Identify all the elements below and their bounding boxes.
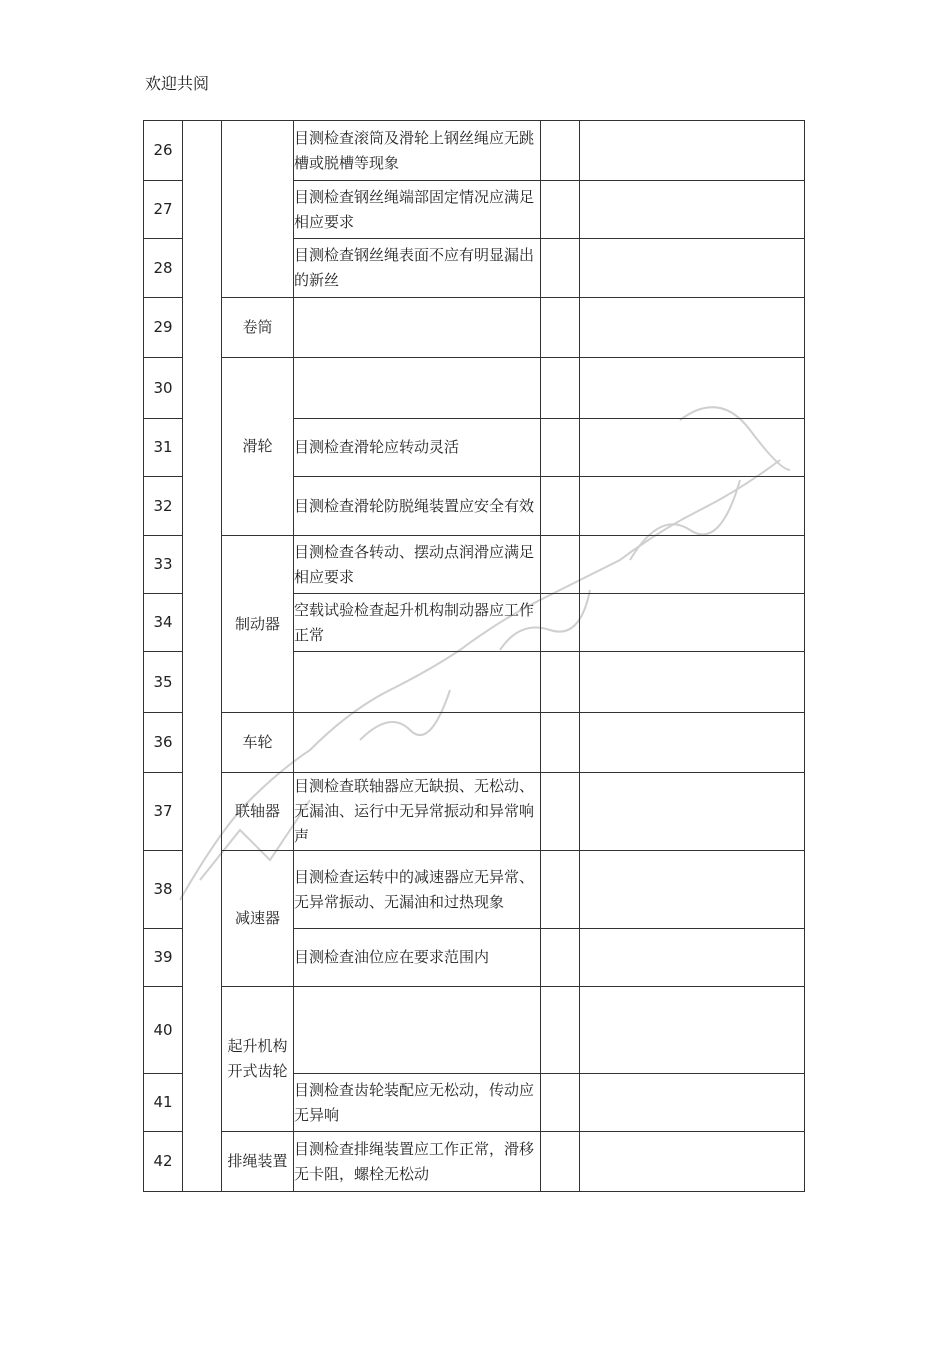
result-cell — [541, 121, 580, 181]
inspection-item — [294, 358, 541, 419]
result-cell — [541, 652, 580, 713]
result-cell — [541, 713, 580, 773]
inspection-item: 目测检查排绳装置应工作正常，滑移无卡阻，螺栓无松动 — [294, 1132, 541, 1192]
result-cell — [541, 987, 580, 1074]
inspection-item — [294, 987, 541, 1074]
remark-cell — [580, 929, 805, 987]
row-number: 38 — [144, 851, 183, 929]
result-cell — [541, 536, 580, 594]
remark-cell — [580, 419, 805, 477]
remark-cell — [580, 1132, 805, 1192]
inspection-item: 目测检查滚筒及滑轮上钢丝绳应无跳槽或脱槽等现象 — [294, 121, 541, 181]
result-cell — [541, 239, 580, 298]
inspection-item: 空载试验检查起升机构制动器应工作正常 — [294, 594, 541, 652]
remark-cell — [580, 773, 805, 851]
remark-cell — [580, 477, 805, 536]
result-cell — [541, 419, 580, 477]
remark-cell — [580, 987, 805, 1074]
row-number: 29 — [144, 298, 183, 358]
part-cell-wire-rope — [222, 121, 294, 298]
row-number: 37 — [144, 773, 183, 851]
part-cell-open-gear: 起升机构开式齿轮 — [222, 987, 294, 1132]
remark-cell — [580, 713, 805, 773]
category-cell — [183, 121, 222, 1192]
result-cell — [541, 851, 580, 929]
inspection-item: 目测检查齿轮装配应无松动，传动应无异响 — [294, 1074, 541, 1132]
part-cell-rope-guide: 排绳装置 — [222, 1132, 294, 1192]
row-number: 42 — [144, 1132, 183, 1192]
inspection-item — [294, 298, 541, 358]
result-cell — [541, 181, 580, 239]
inspection-item — [294, 713, 541, 773]
remark-cell — [580, 536, 805, 594]
result-cell — [541, 929, 580, 987]
inspection-item: 目测检查运转中的减速器应无异常、无异常振动、无漏油和过热现象 — [294, 851, 541, 929]
inspection-item: 目测检查各转动、摆动点润滑应满足相应要求 — [294, 536, 541, 594]
row-number: 39 — [144, 929, 183, 987]
part-cell-reducer: 减速器 — [222, 851, 294, 987]
remark-cell — [580, 652, 805, 713]
part-cell-coupling: 联轴器 — [222, 773, 294, 851]
inspection-item: 目测检查油位应在要求范围内 — [294, 929, 541, 987]
remark-cell — [580, 851, 805, 929]
table-row — [144, 713, 805, 773]
table-row — [144, 773, 805, 851]
remark-cell — [580, 298, 805, 358]
row-number: 26 — [144, 121, 183, 181]
row-number: 35 — [144, 652, 183, 713]
table-row — [144, 536, 805, 594]
row-number: 33 — [144, 536, 183, 594]
result-cell — [541, 594, 580, 652]
result-cell — [541, 477, 580, 536]
inspection-item — [294, 652, 541, 713]
remark-cell — [580, 1074, 805, 1132]
inspection-item: 目测检查钢丝绳表面不应有明显漏出的新丝 — [294, 239, 541, 298]
page-header: 欢迎共阅 — [145, 74, 210, 93]
row-number: 40 — [144, 987, 183, 1074]
row-number: 27 — [144, 181, 183, 239]
result-cell — [541, 773, 580, 851]
remark-cell — [580, 239, 805, 298]
inspection-item: 目测检查钢丝绳端部固定情况应满足相应要求 — [294, 181, 541, 239]
result-cell — [541, 1132, 580, 1192]
part-cell-brake: 制动器 — [222, 536, 294, 713]
row-number: 32 — [144, 477, 183, 536]
remark-cell — [580, 358, 805, 419]
inspection-table — [143, 120, 805, 1192]
part-cell-wheel: 车轮 — [222, 713, 294, 773]
table-row — [144, 121, 805, 181]
table-row — [144, 1132, 805, 1192]
table-row — [144, 298, 805, 358]
result-cell — [541, 298, 580, 358]
row-number: 31 — [144, 419, 183, 477]
remark-cell — [580, 594, 805, 652]
inspection-item: 目测检查滑轮防脱绳装置应安全有效 — [294, 477, 541, 536]
row-number: 34 — [144, 594, 183, 652]
inspection-item: 目测检查联轴器应无缺损、无松动、无漏油、运行中无异常振动和异常响声 — [294, 773, 541, 851]
row-number: 28 — [144, 239, 183, 298]
result-cell — [541, 358, 580, 419]
row-number: 41 — [144, 1074, 183, 1132]
table-row — [144, 987, 805, 1074]
result-cell — [541, 1074, 580, 1132]
row-number: 30 — [144, 358, 183, 419]
remark-cell — [580, 121, 805, 181]
table-row — [144, 851, 805, 929]
part-cell-pulley: 滑轮 — [222, 358, 294, 536]
part-cell-drum: 卷筒 — [222, 298, 294, 358]
remark-cell — [580, 181, 805, 239]
inspection-item: 目测检查滑轮应转动灵活 — [294, 419, 541, 477]
table-row — [144, 358, 805, 419]
row-number: 36 — [144, 713, 183, 773]
